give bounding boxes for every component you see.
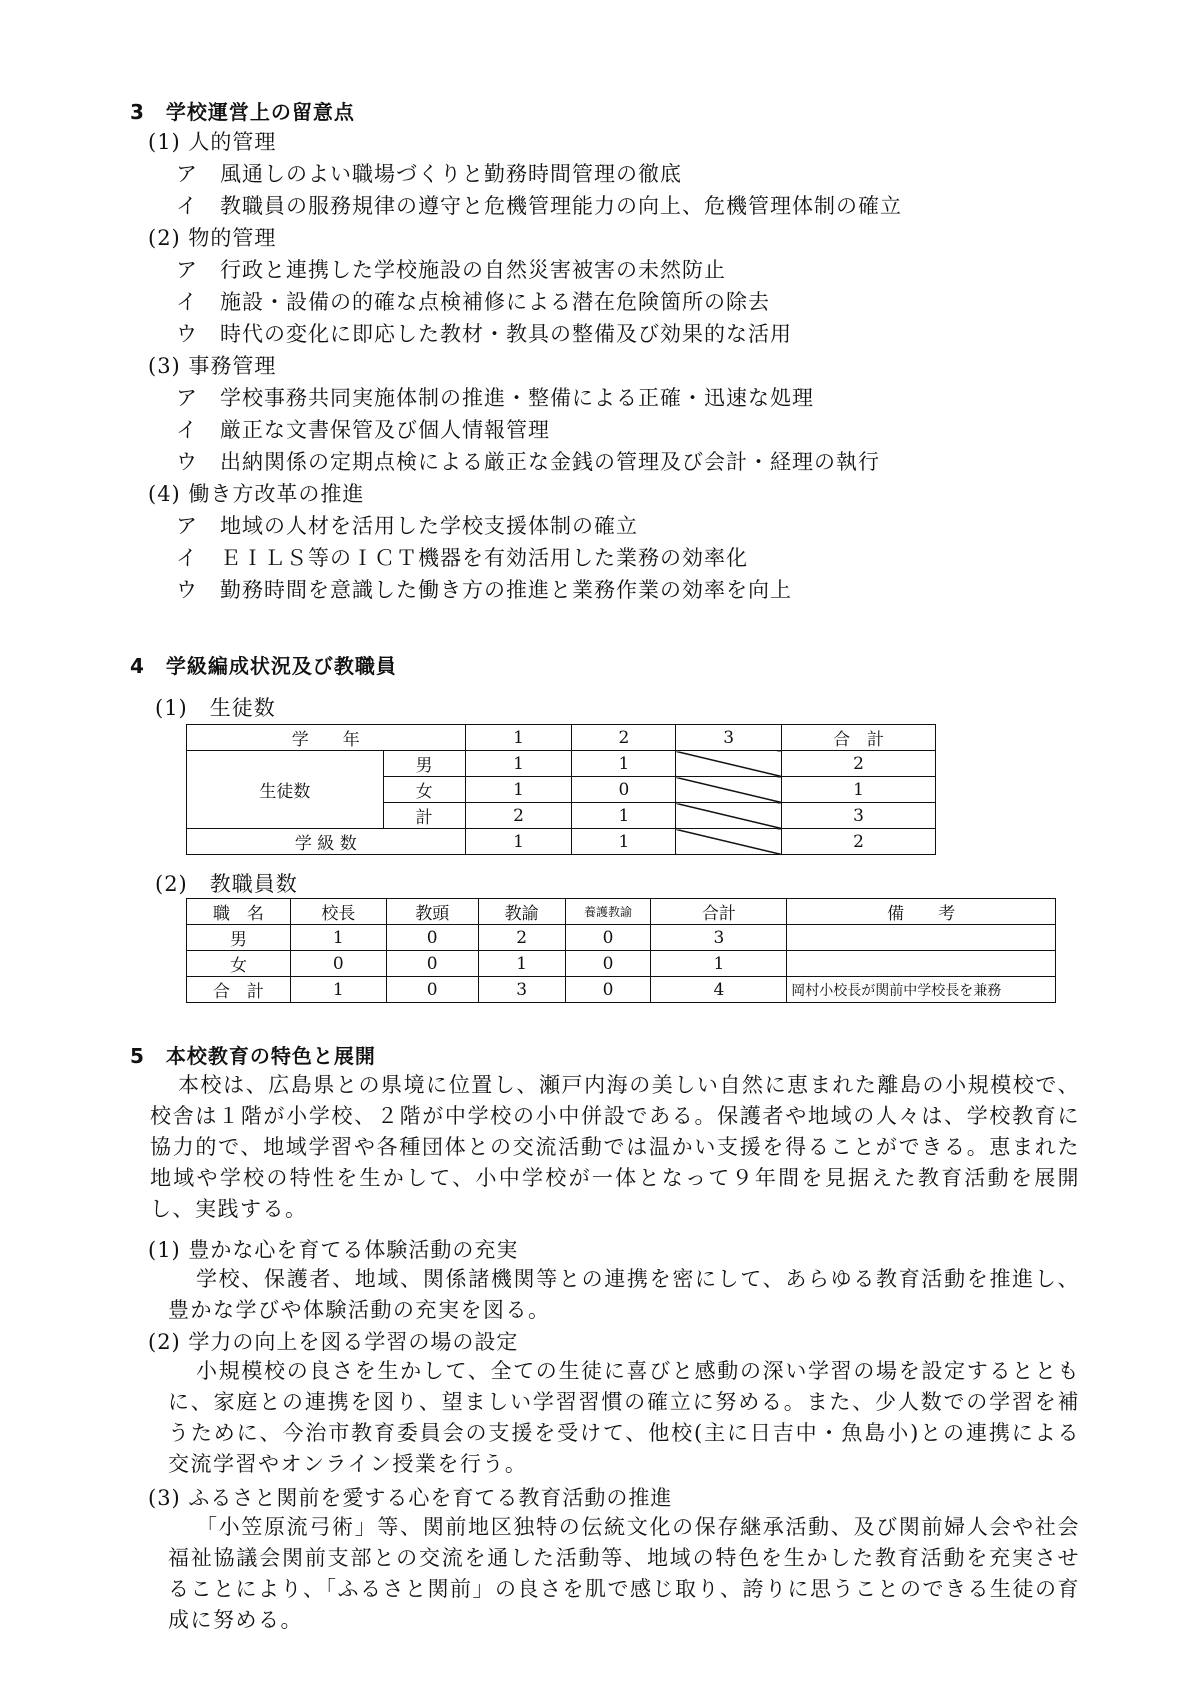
students-row-male bbox=[187, 751, 936, 777]
section4-title: 4 学級編成状況及び教職員 bbox=[130, 654, 397, 678]
students-group-label: 生徒数 bbox=[187, 751, 384, 829]
students-header-row bbox=[187, 725, 936, 751]
s5-item1-text: 学校、保護者、地域、関係諸機関等との連携を密にして、あらゆる教育活動を推進し、豊かな学びや体験活動の充実を図る。 bbox=[168, 1267, 1080, 1322]
s3-item3-heading: (3) 事務管理 bbox=[148, 354, 277, 378]
cell: 4 bbox=[651, 977, 787, 1003]
col-header: 合計 bbox=[651, 899, 787, 925]
note-cell bbox=[787, 951, 1056, 977]
cell: 1 bbox=[465, 829, 572, 855]
cell: 0 bbox=[565, 977, 651, 1003]
s3-item3-point-u: ウ 出納関係の定期点検による厳正な金銭の管理及び会計・経理の執行 bbox=[176, 450, 880, 474]
s3-item2-point-i: イ 施設・設備の的確な点検補修による潜在危険箇所の除去 bbox=[176, 290, 770, 314]
staff-heading: (2) 教職員数 bbox=[155, 872, 298, 896]
cell: 0 bbox=[386, 951, 478, 977]
cell: 0 bbox=[565, 925, 651, 951]
cell: 2 bbox=[465, 803, 572, 829]
cell: 0 bbox=[290, 951, 386, 977]
empty-diagonal-cell bbox=[676, 829, 782, 855]
col-header: 教諭 bbox=[478, 899, 565, 925]
col-header: 備 考 bbox=[787, 899, 1056, 925]
students-row-classes bbox=[187, 829, 936, 855]
s3-item2-point-u: ウ 時代の変化に即応した教材・教具の整備及び効果的な活用 bbox=[176, 322, 792, 346]
cell: 合 計 bbox=[187, 977, 291, 1003]
cell: 3 bbox=[651, 925, 787, 951]
empty-diagonal-cell bbox=[676, 751, 782, 777]
note-cell bbox=[787, 925, 1056, 951]
col-header: 養護教諭 bbox=[565, 899, 651, 925]
s5-item1-heading: (1) 豊かな心を育てる体験活動の充実 bbox=[148, 1238, 519, 1262]
cell: 1 bbox=[465, 751, 572, 777]
row-label: 学 級 数 bbox=[187, 829, 466, 855]
cell: 2 bbox=[782, 751, 936, 777]
grade-3-header: 3 bbox=[676, 725, 782, 751]
section5-title: 5 本校教育の特色と展開 bbox=[130, 1044, 376, 1068]
s5-intro: 本校は、広島県との県境に位置し、瀬戸内海の美しい自然に恵まれた離島の小規模校で、校舎は１階が小学校、２階が中学校の小中併設である。保護者や地域の人々は、学校教育に協力的で、地域学習や各種団体との交流活動では温かい支援を得ることができる。恵まれた地域や学校の特性を生かして、小中学校が一体となって９年間を見据えた教育活動を展開し、実践する。 bbox=[150, 1073, 1080, 1221]
cell: 1 bbox=[572, 829, 676, 855]
grade-1-header: 1 bbox=[465, 725, 572, 751]
s3-item4-heading: (4) 働き方改革の推進 bbox=[148, 482, 365, 506]
empty-diagonal-cell bbox=[676, 803, 782, 829]
s3-item3-point-a: ア 学校事務共同実施体制の推進・整備による正確・迅速な処理 bbox=[176, 386, 814, 410]
cell: 1 bbox=[478, 951, 565, 977]
col-header: 教頭 bbox=[386, 899, 478, 925]
s5-item2-heading: (2) 学力の向上を図る学習の場の設定 bbox=[148, 1330, 519, 1354]
cell: 0 bbox=[572, 777, 676, 803]
cell: 0 bbox=[386, 925, 478, 951]
cell: 3 bbox=[782, 803, 936, 829]
grade-2-header: 2 bbox=[572, 725, 676, 751]
s3-item4-point-u: ウ 勤務時間を意識した働き方の推進と業務作業の効率を向上 bbox=[176, 578, 792, 602]
cell: 男 bbox=[187, 925, 291, 951]
students-table bbox=[186, 724, 936, 855]
cell: 1 bbox=[290, 977, 386, 1003]
students-heading: (1) 生徒数 bbox=[155, 696, 276, 720]
s5-item3-text: 「小笠原流弓術」等、関前地区独特の伝統文化の保存継承活動、及び関前婦人会や社会福祉協議会関前支部との交流を通した活動等、地域の特色を生かした教育活動を充実させることにより、「ふるさと関前」の良さを肌で感じ取り、誇りに思うことのできる生徒の育成に努める。 bbox=[168, 1515, 1080, 1632]
col-header: 職 名 bbox=[187, 899, 291, 925]
s3-item1-point-i: イ 教職員の服務規律の遵守と危機管理能力の向上、危機管理体制の確立 bbox=[176, 194, 902, 218]
students-total-header: 合 計 bbox=[782, 725, 936, 751]
s3-item1-heading: (1) 人的管理 bbox=[148, 130, 277, 154]
row-label: 計 bbox=[383, 803, 465, 829]
s3-item2-heading: (2) 物的管理 bbox=[148, 226, 277, 250]
cell: 1 bbox=[572, 803, 676, 829]
col-header: 校長 bbox=[290, 899, 386, 925]
cell: 女 bbox=[187, 951, 291, 977]
cell: 0 bbox=[386, 977, 478, 1003]
s3-item3-point-i: イ 厳正な文書保管及び個人情報管理 bbox=[176, 418, 550, 442]
note-cell: 岡村小校長が関前中学校長を兼務 bbox=[787, 977, 1056, 1003]
row-label: 女 bbox=[383, 777, 465, 803]
cell: 1 bbox=[782, 777, 936, 803]
staff-row-total bbox=[187, 977, 1056, 1003]
staff-header-row bbox=[187, 899, 1056, 925]
s5-item3-heading: (3) ふるさと関前を愛する心を育てる教育活動の推進 bbox=[148, 1486, 673, 1510]
cell: 1 bbox=[290, 925, 386, 951]
cell: 0 bbox=[565, 951, 651, 977]
s3-item1-point-a: ア 風通しのよい職場づくりと勤務時間管理の徹底 bbox=[176, 162, 682, 186]
s5-item2-text: 小規模校の良さを生かして、全ての生徒に喜びと感動の深い学習の場を設定するとともに、家庭との連携を図り、望ましい学習習慣の確立に努める。また、少人数での学習を補うために、今治市教育委員会の支援を受けて、他校(主に日吉中・魚島小)との連携による交流学習やオンライン授業を行う。 bbox=[168, 1359, 1080, 1476]
cell: 1 bbox=[465, 777, 572, 803]
s3-item2-point-a: ア 行政と連携した学校施設の自然災害被害の未然防止 bbox=[176, 258, 726, 282]
cell: 3 bbox=[478, 977, 565, 1003]
staff-row-male bbox=[187, 925, 1056, 951]
cell: 2 bbox=[478, 925, 565, 951]
empty-diagonal-cell bbox=[676, 777, 782, 803]
row-label: 男 bbox=[383, 751, 465, 777]
section3-title: 3 学校運営上の留意点 bbox=[130, 100, 355, 124]
grade-header: 学 年 bbox=[187, 725, 466, 751]
cell: 1 bbox=[572, 751, 676, 777]
s3-item4-point-i: イ ＥＩＬＳ等のＩＣＴ機器を有効活用した業務の効率化 bbox=[176, 546, 748, 570]
cell: 2 bbox=[782, 829, 936, 855]
staff-table bbox=[186, 898, 1056, 1003]
cell: 1 bbox=[651, 951, 787, 977]
staff-row-female bbox=[187, 951, 1056, 977]
s3-item4-point-a: ア 地域の人材を活用した学校支援体制の確立 bbox=[176, 514, 638, 538]
